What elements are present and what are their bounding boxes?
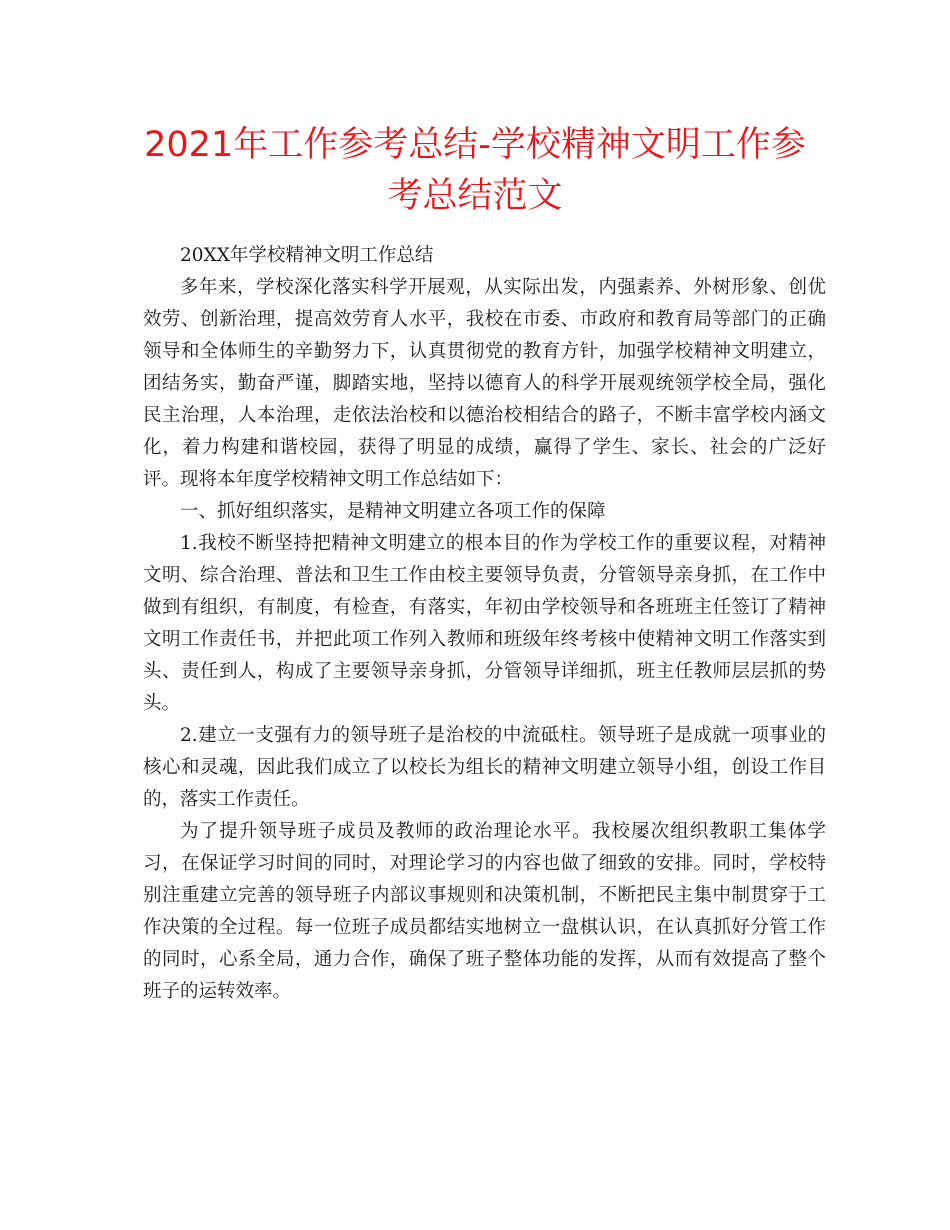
- paragraph-item-1: 1.我校不断坚持把精神文明建立的根本目的作为学校工作的重要议程，对精神文明、综合治理、普法和卫生工作由校主要领导负责，分管领导亲身抓，在工作中做到有组织，有制度，有检查，有落实，年初由学校领导和各班班主任签订了精神文明工作责任书，并把此项工作列入教师和班级年终考核中使精神文明工作落实到头、责任到人，构成了主要领导亲身抓，分管领导详细抓，班主任教师层层抓的势头。: [143, 533, 826, 714]
- paragraph-subtitle: 20XX年学校精神文明工作总结: [180, 245, 434, 266]
- paragraph-leadership: 为了提升领导班子成员及教师的政治理论水平。我校屡次组织教职工集体学习，在保证学习时间的同时，对理论学习的内容也做了细致的安排。同时，学校特别注重建立完善的领导班子内部议事规则和决策机制，不断把民主集中制贯穿于工作决策的全过程。每一位班子成员都结实地树立一盘棋认识，在认真抓好分管工作的同时，心系全局，通力合作，确保了班子整体功能的发挥，从而有效提高了整个班子的运转效率。: [143, 821, 826, 1002]
- paragraph-intro: 多年来，学校深化落实科学开展观，从实际出发，内强素养、外树形象、创优效劳、创新治理，提高效劳育人水平，我校在市委、市政府和教育局等部门的正确领导和全体师生的辛勤努力下，认真贯彻党的教育方针，加强学校精神文明建立，团结务实，勤奋严谨，脚踏实地，坚持以德育人的科学开展观统领学校全局，强化民主治理，人本治理，走依法治校和以德治校相结合的路子，不断丰富学校内涵文化，着力构建和谐校园，获得了明显的成绩，赢得了学生、家长、社会的广泛好评。现将本年度学校精神文明工作总结如下：: [143, 277, 826, 490]
- document-body: [143, 240, 826, 1008]
- paragraph-item-2: 2.建立一支强有力的领导班子是治校的中流砥柱。领导班子是成就一项事业的核心和灵魂，因此我们成立了以校长为组长的精神文明建立领导小组，创设工作目的，落实工作责任。: [143, 725, 826, 810]
- section-heading-1: 一、抓好组织落实，是精神文明建立各项工作的保障: [180, 501, 606, 522]
- document-title: 2021年工作参考总结-学校精神文明工作参考总结范文: [144, 125, 806, 216]
